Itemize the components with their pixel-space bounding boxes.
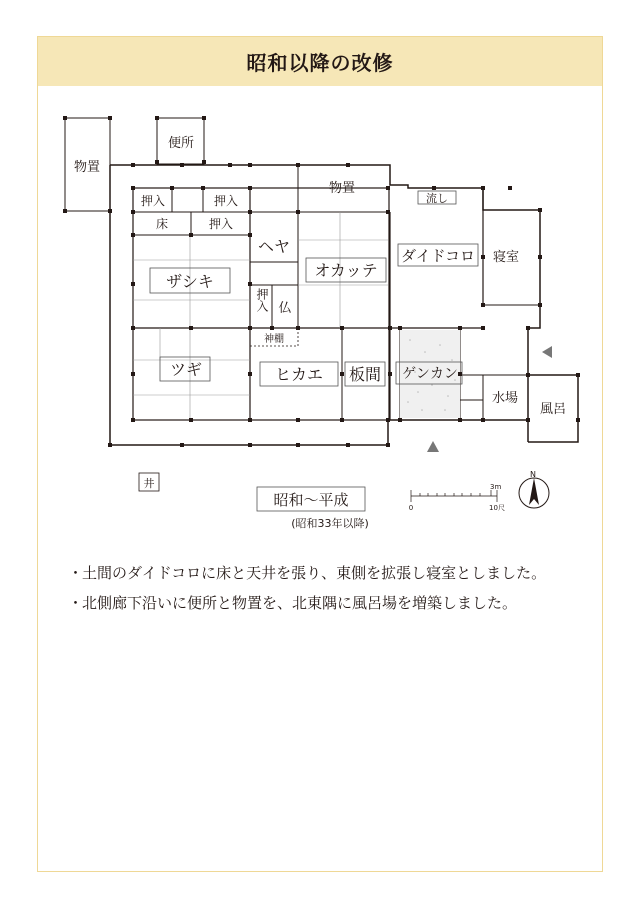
room-butsudan: 仏 bbox=[278, 301, 292, 316]
room-closet-3: 押入 bbox=[208, 217, 234, 231]
scale-bar bbox=[411, 490, 497, 502]
room-sink: 流し bbox=[426, 192, 448, 205]
room-tsugi: ツギ bbox=[169, 360, 203, 379]
room-furo: 風呂 bbox=[539, 402, 567, 417]
room-heya: ヘヤ bbox=[257, 237, 291, 256]
entry-arrow-east bbox=[542, 346, 552, 358]
north-label: N bbox=[530, 470, 536, 479]
room-itama: 板間 bbox=[348, 365, 382, 384]
note-text: 土間のダイドコロに床と天井を張り、東側を拡張し寝室としました。 bbox=[82, 564, 547, 582]
room-shinshitsu: 寝室 bbox=[492, 250, 520, 265]
scale-start-label: 0 bbox=[408, 504, 414, 512]
scale-end-label: 10尺 bbox=[489, 504, 505, 512]
room-genkan: ゲンカン bbox=[402, 366, 458, 382]
notes-list bbox=[68, 562, 588, 622]
note-bullet: ・ bbox=[68, 564, 84, 582]
room-storage-north: 物置 bbox=[328, 181, 356, 196]
note-item bbox=[68, 592, 588, 614]
era-note: (昭和33年以降) bbox=[291, 517, 369, 530]
note-bullet: ・ bbox=[68, 594, 84, 612]
room-toilet: 便所 bbox=[167, 136, 195, 151]
room-daidokoro: ダイドコロ bbox=[400, 247, 476, 265]
era-label: 昭和～平成 bbox=[273, 491, 349, 509]
room-closet-2: 押入 bbox=[213, 194, 239, 208]
note-item bbox=[68, 562, 588, 584]
room-closet-1: 押入 bbox=[140, 194, 166, 208]
room-mizuba: 水場 bbox=[491, 391, 519, 406]
page-title: 昭和以降の改修 bbox=[246, 51, 394, 75]
room-kamidana: 神棚 bbox=[264, 334, 284, 345]
room-zashiki: ザシキ bbox=[166, 272, 214, 291]
room-oshiire-vertical: 押入 bbox=[255, 288, 269, 312]
room-okatte: オカッテ bbox=[314, 261, 378, 280]
room-alcove: 床 bbox=[155, 217, 169, 231]
note-text: 北側廊下沿いに便所と物置を、北東隅に風呂場を増築しました。 bbox=[82, 594, 518, 612]
room-hikae: ヒカエ bbox=[274, 365, 324, 384]
scale-top-label: 3m bbox=[490, 483, 502, 491]
well-symbol: 井 bbox=[143, 477, 155, 490]
room-storage-west: 物置 bbox=[73, 160, 101, 175]
entry-arrow-south bbox=[427, 441, 439, 452]
